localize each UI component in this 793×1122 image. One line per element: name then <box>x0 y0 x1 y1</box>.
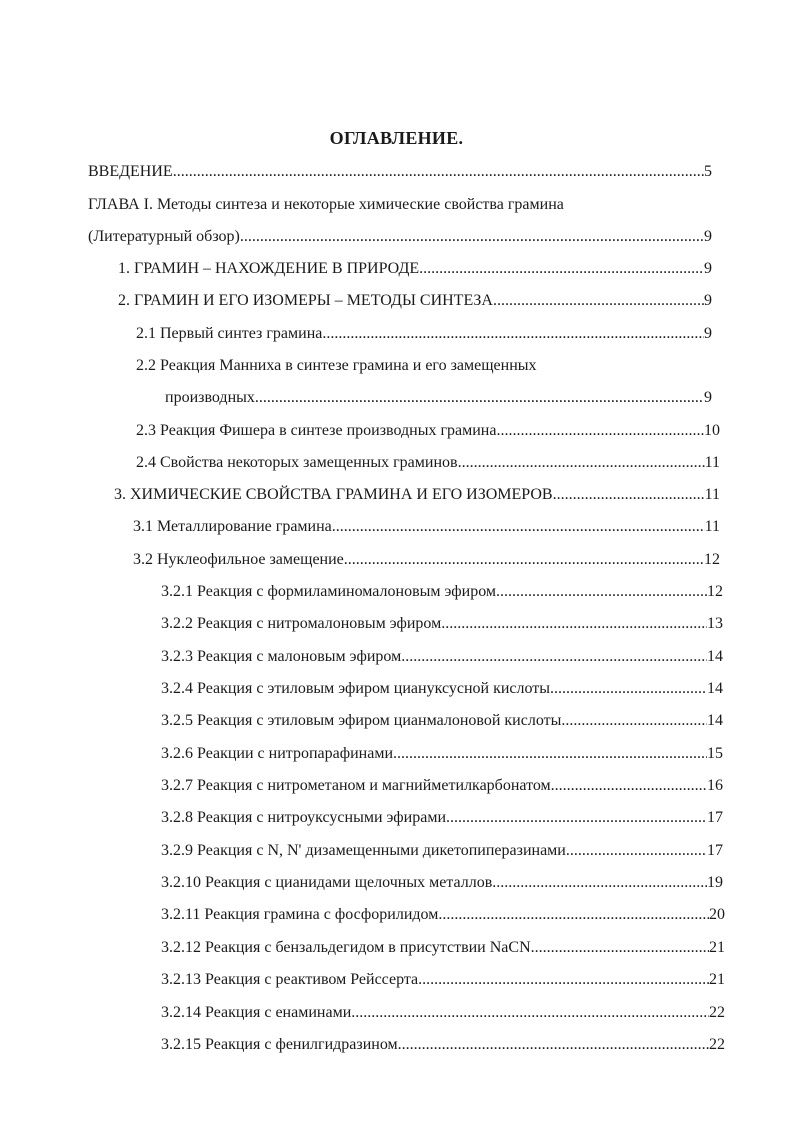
toc-entry-text: 2. ГРАМИН И ЕГО ИЗОМЕРЫ – МЕТОДЫ СИНТЕЗА <box>118 292 493 309</box>
toc-leader-dots <box>446 807 707 829</box>
toc-entry-page: 9 <box>704 228 712 245</box>
toc-entry <box>118 290 712 312</box>
toc-entry-page: 22 <box>709 1036 725 1053</box>
toc-entry-page: 9 <box>704 325 712 342</box>
toc-entry-page: 21 <box>709 939 725 956</box>
toc-entry <box>161 710 723 732</box>
toc-entry-text: 3.2 Нуклеофильное замещение <box>133 551 344 568</box>
toc-entry <box>161 872 723 894</box>
toc-entry <box>161 678 723 700</box>
toc-leader-dots <box>398 1034 709 1056</box>
toc-entry-text: 2.3 Реакция Фишера в синтезе производных грамина <box>136 422 497 439</box>
toc-leader-dots <box>419 258 704 280</box>
toc-entry-text: 3.2.14 Реакция с енаминами <box>161 1004 352 1021</box>
toc-entry-page: 17 <box>707 809 723 826</box>
toc-entry <box>161 1002 725 1024</box>
toc-entry-page: 9 <box>704 292 712 309</box>
toc-entry-text: 3.2.3 Реакция с малоновым эфиром <box>161 648 402 665</box>
toc-entry-text: 3.2.15 Реакция с фенилгидразином <box>161 1036 398 1053</box>
toc-entry <box>136 452 720 474</box>
toc-entry-page: 11 <box>704 454 720 471</box>
toc-entry <box>165 387 712 409</box>
toc-leader-dots <box>438 904 709 926</box>
toc-entry-text: производных <box>165 389 255 406</box>
toc-entry <box>136 355 537 377</box>
toc-entry <box>133 549 720 571</box>
toc-leader-dots <box>550 678 707 700</box>
toc-leader-dots <box>322 323 704 345</box>
toc-leader-dots <box>332 516 705 538</box>
toc-entry-page: 9 <box>704 260 712 277</box>
toc-entry-text: 3.2.7 Реакция с нитрометаном и магнийметилкарбонатом <box>161 777 551 794</box>
toc-entry <box>161 937 725 959</box>
toc-leader-dots <box>344 549 704 571</box>
toc-leader-dots <box>561 710 707 732</box>
toc-entry <box>114 484 720 506</box>
toc-entry-text: (Литературный обзор) <box>88 228 240 245</box>
toc-entry-text: 3.2.2 Реакция с нитромалоновым эфиром <box>161 615 442 632</box>
toc-entry-page: 9 <box>704 389 712 406</box>
toc-entry-text: 3.2.13 Реакция с реактивом Рейссерта <box>161 971 419 988</box>
toc-entry <box>88 194 564 216</box>
toc-entry-text: 3.2.10 Реакция с цианидами щелочных металлов <box>161 874 493 891</box>
toc-leader-dots <box>496 581 707 603</box>
toc-entry-page: 14 <box>707 680 723 697</box>
toc-entry <box>88 161 712 183</box>
toc-entry <box>161 775 723 797</box>
toc-entry-text: ВВЕДЕНИЕ <box>88 163 173 180</box>
toc-entry-text: 2.4 Свойства некоторых замещенных граминов <box>136 454 458 471</box>
page-title: ОГЛАВЛЕНИЕ. <box>329 128 464 148</box>
toc-entry-page: 14 <box>707 648 723 665</box>
toc-entry <box>161 969 725 991</box>
toc-entry-page: 15 <box>707 745 723 762</box>
toc-entry-page: 22 <box>709 1004 725 1021</box>
toc-entry <box>161 1034 725 1056</box>
toc-entry <box>88 226 712 248</box>
toc-leader-dots <box>458 452 705 474</box>
toc-leader-dots <box>496 420 704 442</box>
toc-entry <box>161 581 723 603</box>
toc-entry-page: 19 <box>707 874 723 891</box>
toc-entry-text: 2.2 Реакция Манниха в синтезе грамина и его замещенных <box>136 357 537 374</box>
toc-entry-page: 16 <box>707 777 723 794</box>
toc-entry <box>161 904 725 926</box>
toc-entry-text: 3. ХИМИЧЕСКИЕ СВОЙСТВА ГРАМИНА И ЕГО ИЗОМЕРОВ <box>114 486 553 503</box>
toc-entry-page: 12 <box>707 583 723 600</box>
toc-leader-dots <box>553 484 705 506</box>
toc-entry <box>161 807 723 829</box>
toc-entry-text: 3.2.9 Реакция с N, N' дизамещенными дикетопиперазинами <box>161 842 566 859</box>
toc-entry-text: 3.2.11 Реакция грамина с фосфорилидом <box>161 906 439 923</box>
toc-leader-dots <box>418 969 709 991</box>
toc-entry-page: 5 <box>704 163 712 180</box>
toc-entry <box>136 420 720 442</box>
toc-leader-dots <box>240 226 704 248</box>
toc-entry <box>136 323 712 345</box>
toc-entry <box>161 646 723 668</box>
toc-entry-text: 3.2.8 Реакция с нитроуксусными эфирами <box>161 809 447 826</box>
toc-entry-text: ГЛАВА I. Методы синтеза и некоторые химические свойства грамина <box>88 196 564 213</box>
toc-entry <box>133 516 720 538</box>
toc-leader-dots <box>566 840 707 862</box>
toc-entry <box>161 613 723 635</box>
toc-leader-dots <box>441 613 707 635</box>
toc-leader-dots <box>551 775 707 797</box>
toc-entry-page: 21 <box>709 971 725 988</box>
toc-entry-page: 10 <box>704 422 720 439</box>
toc-entry-page: 12 <box>704 551 720 568</box>
toc-entry <box>161 743 723 765</box>
toc-entry-text: 2.1 Первый синтез грамина <box>136 325 323 342</box>
toc-leader-dots <box>351 1002 709 1024</box>
toc-entry-page: 11 <box>704 518 720 535</box>
toc-entry-text: 3.2.4 Реакция с этиловым эфиром циануксусной кислоты <box>161 680 551 697</box>
toc-leader-dots <box>531 937 709 959</box>
toc-leader-dots <box>255 387 704 409</box>
toc-leader-dots <box>173 161 704 183</box>
toc-entry <box>161 840 723 862</box>
toc-entry-page: 17 <box>707 842 723 859</box>
toc-leader-dots <box>401 646 707 668</box>
toc-leader-dots <box>393 743 707 765</box>
toc-entry-page: 20 <box>709 906 725 923</box>
toc-entry-text: 3.2.1 Реакция с формиламиномалоновым эфиром <box>161 583 497 600</box>
toc-leader-dots <box>493 290 704 312</box>
toc-entry <box>118 258 712 280</box>
toc-entry-text: 3.2.12 Реакция с бензальдегидом в присутствии NaCN <box>161 939 531 956</box>
toc-leader-dots <box>492 872 707 894</box>
toc-entry-page: 14 <box>707 712 723 729</box>
toc-entry-page: 11 <box>704 486 720 503</box>
toc-entry-text: 3.2.6 Реакции с нитропарафинами <box>161 745 394 762</box>
toc-entry-page: 13 <box>707 615 723 632</box>
toc-entry-text: 3.1 Металлирование грамина <box>133 518 332 535</box>
toc-entry-text: 3.2.5 Реакция с этиловым эфиром цианмалоновой кислоты <box>161 712 562 729</box>
toc-entry-text: 1. ГРАМИН – НАХОЖДЕНИЕ В ПРИРОДЕ <box>118 260 420 277</box>
